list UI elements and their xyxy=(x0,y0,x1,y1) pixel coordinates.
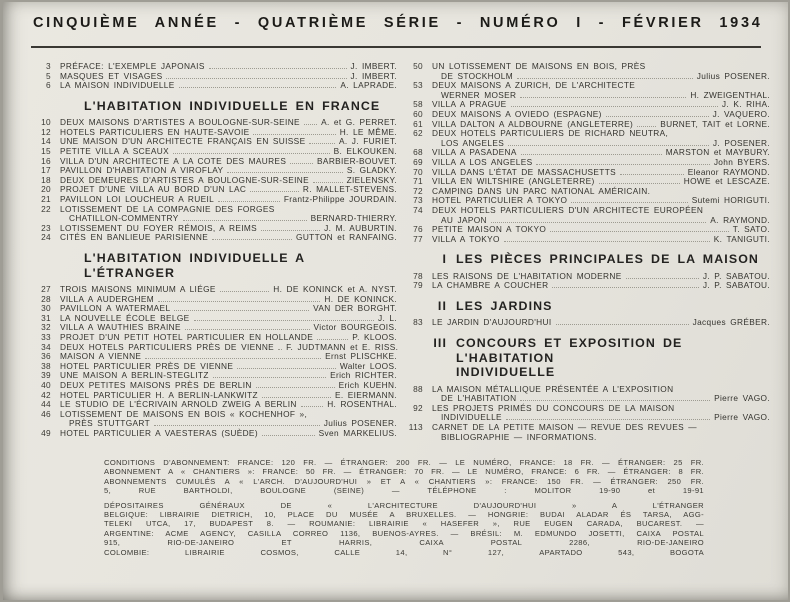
entry-author: BARBIER-BOUVET. xyxy=(317,155,397,166)
section-heading-text: LES JARDINS xyxy=(456,298,553,313)
dot-leader xyxy=(304,124,317,125)
page-number: 38 xyxy=(41,360,51,371)
page-number: 40 xyxy=(41,379,51,390)
entry-author: Sutemi HORIGUTI. xyxy=(691,195,770,206)
dot-leader xyxy=(571,202,688,203)
page-number: 36 xyxy=(41,351,51,362)
dot-leader xyxy=(556,324,689,325)
entry-title-line: DEUX HOTELS PARTICULIERS DE RICHARD NEUTRA, xyxy=(432,128,669,139)
page-number: 49 xyxy=(41,427,51,438)
entry-author: H. LE MÊME. xyxy=(339,126,397,137)
page-number: 71 xyxy=(413,176,423,187)
entry-title: VILLA DALTON A ALDBOURNE (ANGLETERRE) xyxy=(432,118,634,129)
dot-leader xyxy=(209,68,347,69)
entry-title: VILLA A WAUTHIES BRAINE xyxy=(60,322,181,333)
entry-author: P. KLOOS. xyxy=(352,331,397,342)
entry-body xyxy=(432,235,770,245)
dot-leader xyxy=(183,220,307,221)
entry-title: LOTISSEMENT DU FOYER RÉMOIS, A REIMS xyxy=(60,222,258,233)
page-number: 62 xyxy=(413,128,423,139)
page-number: 32 xyxy=(41,322,51,333)
page-number: 20 xyxy=(41,184,51,195)
entry-author: J. K. RIHA. xyxy=(721,99,770,110)
page-number: 34 xyxy=(41,341,51,352)
entry-title: HOTEL PARTICULIER A VAESTERAS (SUÈDE) xyxy=(60,427,258,438)
page-number: 79 xyxy=(413,280,423,291)
page-number: 70 xyxy=(413,166,423,177)
page-number: 31 xyxy=(41,312,51,323)
entry-author: F. JUDTMANN et E. RISS. xyxy=(286,341,399,352)
dot-leader xyxy=(508,145,709,146)
section-heading xyxy=(403,299,770,314)
dot-leader xyxy=(185,329,310,330)
dot-leader xyxy=(491,222,706,223)
entry-author: Walter LOOS. xyxy=(339,360,397,371)
section-numeral xyxy=(31,251,75,280)
entry-title: HOTEL PARTICULIER PRÈS DE VIENNE xyxy=(60,360,234,371)
toc-entry xyxy=(403,235,770,245)
section-heading xyxy=(403,252,770,267)
page-number: 14 xyxy=(41,136,51,147)
entry-title: DE L'HABITATION xyxy=(441,393,517,404)
page-number: 50 xyxy=(413,61,423,71)
dot-leader xyxy=(317,339,348,340)
toc-entry xyxy=(31,81,397,91)
toc-columns xyxy=(31,62,770,442)
entry-author: R. MALLET-STEVENS. xyxy=(302,184,397,195)
dot-leader xyxy=(256,387,335,388)
dot-leader xyxy=(250,191,299,192)
page-number: 18 xyxy=(41,174,51,185)
entry-title: VILLA EN WILTSHIRE (ANGLETERRE) xyxy=(432,176,595,187)
dot-leader xyxy=(290,163,313,164)
dot-leader xyxy=(158,301,320,302)
entry-title: PAVILLON D'HABITATION A VIROFLAY xyxy=(60,165,224,176)
entry-author: B. ELKOUKEN. xyxy=(333,146,397,157)
entry-title: VILLA D'UN ARCHITECTE A LA COTE DES MAURES xyxy=(60,155,287,166)
page-number: 58 xyxy=(413,99,423,110)
entry-author: Pierre VAGO. xyxy=(714,412,770,423)
toc-entry xyxy=(403,318,770,328)
page-number: 74 xyxy=(413,204,423,215)
entry-title: LA NOUVELLE ÉCOLE BELGE xyxy=(60,312,190,323)
page-number: 68 xyxy=(413,147,423,158)
dot-leader xyxy=(550,231,729,232)
entry-title: DEUX MAISONS D'ARTISTES A BOULOGNE-SUR-SEINE xyxy=(60,117,300,128)
section-numeral: I xyxy=(442,252,447,267)
page-number: 92 xyxy=(413,402,423,413)
section-heading-text: CONCOURS ET EXPOSITION DE L'HABITATION INDIVIDUELLE xyxy=(456,336,683,380)
entry-title: TROIS MAISONS MINIMUM A LIÉGE xyxy=(60,284,216,294)
toc-entry xyxy=(31,205,397,224)
entry-author: J. VAQUERO. xyxy=(712,108,770,119)
header-rule xyxy=(31,46,761,48)
entry-title: CAMPING DANS UN PARC NATIONAL AMÉRICAIN. xyxy=(432,185,651,196)
entry-title: PAVILLON LOI LOUCHEUR A RUEIL xyxy=(60,194,215,205)
entry-author: J. P. SABATOU. xyxy=(702,280,770,291)
entry-author: BURNET, TAIT et LORNE. xyxy=(660,118,770,129)
entry-body xyxy=(60,81,397,91)
entry-title: UNE MAISON A BERLIN-STEGLITZ xyxy=(60,370,209,381)
page-number: 42 xyxy=(41,389,51,400)
entry-title-line: LOTISSEMENT DE LA COMPAGNIE DES FORGES xyxy=(60,203,275,214)
dot-leader xyxy=(154,425,320,426)
toc-entry xyxy=(403,423,770,442)
entry-title-line: DEUX HOTELS PARTICULIERS D'UN ARCHITECTE EUROPÉEN xyxy=(432,204,704,215)
distributor-line: 915, RIO-DE-JANEIRO ET HARRIS, CAIXA POSTAL 2286, RIO-DE-JANEIRO xyxy=(104,538,704,548)
entry-author: Victor BOURGEOIS. xyxy=(313,322,397,333)
dot-leader xyxy=(606,116,709,117)
dot-leader xyxy=(261,230,320,231)
page-number: 33 xyxy=(41,331,51,342)
page-number: 53 xyxy=(413,80,423,91)
entry-title: DEUX PETITES MAISONS PRÈS DE BERLIN xyxy=(60,379,252,390)
entry-author: H. DE KONINCK et A. NYST. xyxy=(273,284,397,294)
entry-title: AU JAPON xyxy=(441,214,487,225)
distributor-line: BELGIQUE: LIBRAIRIE DIETRICH, 10, PLACE DU MUSÉE A BRUXELLES. — HONGRIE: BUDAI ALADAR ÉS TARSA, AGG- xyxy=(104,510,704,520)
dot-leader xyxy=(536,164,709,165)
entry-title: LE JARDIN D'AUJOURD'HUI xyxy=(432,317,552,328)
entry-author: S. GLADKY. xyxy=(346,165,397,176)
entry-author: A. J. FURIET. xyxy=(339,136,397,147)
entry-author: J. POSENER. xyxy=(712,137,770,148)
dot-leader xyxy=(520,97,686,98)
section-heading xyxy=(403,336,770,380)
dot-leader xyxy=(552,287,698,288)
entry-author: A. RAYMOND. xyxy=(710,214,770,225)
entry-title: UNE MAISON D'UN ARCHITECTE FRANÇAIS EN SUISSE xyxy=(60,136,306,147)
toc-entry xyxy=(31,429,397,439)
entry-title: LE STUDIO DE L'ÉCRIVAIN ARNOLD ZWEIG A BERLIN xyxy=(60,399,297,410)
entry-title: MAISON A VIENNE xyxy=(60,351,142,362)
dot-leader xyxy=(227,172,342,173)
distributor-line: DÉPOSITAIRES GÉNÉRAUX DE « L'ARCHITECTURE D'AUJOURD'HUI » A L'ÉTRANGER xyxy=(104,500,704,510)
subscription-line: 5, RUE BARTHOLDI, BOULOGNE (SEINE) — TÉLÉPHONE : MOLITOR 19-90 et 19-91 xyxy=(104,486,704,496)
entry-body xyxy=(60,410,397,429)
entry-author: Pierre VAGO. xyxy=(714,393,770,404)
dot-leader xyxy=(511,106,718,107)
entry-author: H. ZWEIGENTHAL. xyxy=(690,89,770,100)
foreign-distributors xyxy=(104,501,704,557)
entry-title: PETITE MAISON A TOKYO xyxy=(432,224,547,235)
page-number: 16 xyxy=(41,155,51,166)
entry-body xyxy=(60,233,397,243)
dot-leader xyxy=(637,126,656,127)
entry-author: J. M. AUBURTIN. xyxy=(324,222,397,233)
page-number: 78 xyxy=(413,270,423,281)
dot-leader xyxy=(218,201,280,202)
dot-leader xyxy=(626,278,699,279)
entry-title-line: LOTISSEMENT DE MAISONS EN BOIS « KOCHENHOF », xyxy=(60,408,308,419)
dot-leader xyxy=(262,397,331,398)
entry-title: CITÉS EN BANLIEUE PARISIENNE xyxy=(60,232,209,243)
entry-author: John BYERS. xyxy=(713,156,770,167)
page-number: 46 xyxy=(41,408,51,419)
page-number: 10 xyxy=(41,117,51,128)
footer xyxy=(104,458,704,562)
entry-title: VILLA A AUDERGHEM xyxy=(60,293,154,304)
entry-author: HOWE et LESCAZE. xyxy=(683,176,770,187)
entry-author: VAN DER BORGHT. xyxy=(313,303,397,314)
entry-author: Jacques GRÉBER. xyxy=(692,317,770,328)
section-numeral: III xyxy=(433,336,447,351)
page-number: 24 xyxy=(41,232,51,243)
entry-author: Julius POSENER. xyxy=(696,70,770,81)
page-number: 113 xyxy=(408,421,423,432)
page-number: 61 xyxy=(413,118,423,129)
entry-author: Sven MARKELIUS. xyxy=(318,427,397,438)
toc-entry xyxy=(403,281,770,291)
page-number: 6 xyxy=(46,80,51,91)
dot-leader xyxy=(599,183,680,184)
entry-title: DEUX DEMEURES D'ARTISTES A BOULOGNE-SUR-SEINE xyxy=(60,174,310,185)
entry-author: Erich RICHTER. xyxy=(330,370,397,381)
page-number: 60 xyxy=(413,108,423,119)
entry-author: BERNARD-THIERRY. xyxy=(310,213,397,224)
page-number: 30 xyxy=(41,303,51,314)
dot-leader xyxy=(194,320,374,321)
dot-leader xyxy=(520,400,710,401)
section-heading xyxy=(31,99,397,114)
entry-author: Erich KUEHN. xyxy=(338,379,397,390)
entry-author: J. P. SABATOU. xyxy=(702,270,770,281)
entry-title: INDIVIDUELLE xyxy=(441,412,502,423)
dot-leader xyxy=(620,174,684,175)
subscription-line: CONDITIONS D'ABONNEMENT: FRANCE: 120 FR. — ÉTRANGER: 200 FR. — LE NUMÉRO, FRANCE: 18 FR. — ÉTRANGER: 25 FR. xyxy=(104,458,704,467)
distributor-line: ARGENTINE: ACME AGENCY, CASILLA CORREO 1136, BUENOS-AYRES. — BRÉSIL: M. EDMUNDO JOSETTI, CAIXA POSTAL xyxy=(104,528,704,538)
toc-entry xyxy=(403,385,770,404)
entry-body xyxy=(432,281,770,291)
entry-author: K. TANIGUTI. xyxy=(713,233,770,244)
toc-entry xyxy=(31,410,397,429)
page-number: 15 xyxy=(41,146,51,157)
dot-leader xyxy=(253,134,335,135)
section-heading-text: L'HABITATION INDIVIDUELLE A L'ÉTRANGER xyxy=(84,251,305,280)
entry-title: HOTELS PARTICULIERS EN HAUTE-SAVOIE xyxy=(60,126,250,137)
entry-title: HOTEL PARTICULIER H. A BERLIN-LANKWITZ xyxy=(60,389,258,400)
dot-leader xyxy=(521,154,662,155)
distributor-line: TELEKI UTCA, 17, BUDAPEST 8. — ROUMANIE: LIBRAIRIE « HASEFER », RUE EUGEN CARADA, BUCAREST. — xyxy=(104,519,704,529)
entry-title-line: LES PROJETS PRIMÉS DU CONCOURS DE LA MAISON xyxy=(432,402,675,413)
issue-header xyxy=(33,15,764,31)
page-number: 88 xyxy=(413,383,423,394)
dot-leader xyxy=(301,406,323,407)
entry-body xyxy=(60,429,397,439)
dot-leader xyxy=(313,182,343,183)
entry-title: LA CHAMBRE A COUCHER xyxy=(432,280,549,291)
entry-last-line xyxy=(60,233,397,243)
dot-leader xyxy=(179,87,337,88)
page-number: 12 xyxy=(41,126,51,137)
entry-author: Frantz-Philippe JOURDAIN. xyxy=(283,194,397,205)
entry-title: DEUX HOTELS PARTICULIERS PRÈS DE VIENNE xyxy=(60,341,275,352)
entry-body xyxy=(432,385,770,404)
entry-title-line: LA MAISON MÉTALLIQUE PRÉSENTÉE A L'EXPOSITION xyxy=(432,383,674,394)
entry-body xyxy=(432,318,770,328)
entry-author: MARSTON et MAYBURY. xyxy=(665,147,770,158)
entry-author: E. EIERMANN. xyxy=(334,389,397,400)
toc-entry xyxy=(403,81,770,100)
distributor-line: COLOMBIE: LIBRAIRIE COSMOS, CALLE 14, N° 127, APARTADO 543, BOGOTA xyxy=(104,547,704,557)
toc-column-right xyxy=(403,62,770,442)
section-numeral xyxy=(31,99,75,114)
dot-leader xyxy=(504,241,710,242)
entry-title: WERNER MOSER xyxy=(441,89,517,100)
entry-title: VILLA A PASADENA xyxy=(432,147,517,158)
subscription-conditions xyxy=(104,458,704,496)
entry-title: LES RAISONS DE L'HABITATION MODERNE xyxy=(432,270,622,281)
toc-entry xyxy=(403,206,770,225)
entry-author: ZIELENSKY. xyxy=(346,174,397,185)
page-number: 3 xyxy=(46,61,51,71)
issue-title: CINQUIÈME ANNÉE - QUATRIÈME SÉRIE - NUMÉRO I - FÉVRIER 1934 xyxy=(33,15,763,31)
page-number: 73 xyxy=(413,195,423,206)
dot-leader xyxy=(278,349,282,350)
dot-leader xyxy=(309,143,335,144)
entry-body xyxy=(432,81,770,100)
entry-title: CHATILLON-COMMENTRY xyxy=(69,213,179,224)
dot-leader xyxy=(517,78,693,79)
entry-title: PROJET D'UN PETIT HOTEL PARTICULIER EN HOLLANDE xyxy=(60,331,314,342)
entry-author: A. LAPRADE. xyxy=(340,80,397,91)
dot-leader xyxy=(212,239,292,240)
entry-title: MASQUES ET VISAGES xyxy=(60,70,163,81)
entry-author: H. ROSENTHAL. xyxy=(327,399,397,410)
entry-body xyxy=(432,206,770,225)
page-number: 27 xyxy=(41,284,51,294)
entry-last-line xyxy=(60,81,397,91)
entry-title: PRÉFACE: L'EXEMPLE JAPONAIS xyxy=(60,61,205,71)
entry-title: LA MAISON INDIVIDUELLE xyxy=(60,80,175,91)
entry-author: J. IMBERT. xyxy=(350,70,397,81)
entry-last-line xyxy=(432,235,770,245)
page-number: 23 xyxy=(41,222,51,233)
entry-body xyxy=(432,62,770,81)
subscription-line: ABONNEMENT A « CHANTIERS »: FRANCE: 50 FR. — ÉTRANGER: 70 FR. — LE NUMÉRO, FRANCE: 6 FR. — ÉTRANGER: 8 FR. xyxy=(104,467,704,477)
entry-title: PAVILLON A WATERMAEL xyxy=(60,303,171,314)
entry-title: LOS ANGELES xyxy=(441,137,505,148)
entry-title: VILLA A TOKYO xyxy=(432,233,500,244)
entry-title: VILLA A PRAGUE xyxy=(432,99,507,110)
entry-body xyxy=(432,129,770,148)
entry-title: VILLA A LOS ANGELES xyxy=(432,156,533,167)
entry-author: Eleanor RAYMOND. xyxy=(687,166,770,177)
page-number: 39 xyxy=(41,370,51,381)
section-heading xyxy=(31,251,397,280)
entry-last-line xyxy=(60,429,397,439)
page-number: 83 xyxy=(413,317,423,328)
page-number: 17 xyxy=(41,165,51,176)
page-number: 77 xyxy=(413,233,423,244)
entry-title: VILLA DANS L'ÉTAT DE MASSACHUSETTS xyxy=(432,166,617,177)
entry-author: Julius POSENER. xyxy=(323,418,397,429)
entry-last-line xyxy=(432,433,770,443)
dot-leader xyxy=(506,419,710,420)
entry-author: A. et G. PERRET. xyxy=(321,117,397,128)
entry-title-line: DEUX MAISONS A ZURICH, DE L'ARCHITECTE xyxy=(432,80,636,91)
toc-entry xyxy=(403,404,770,423)
toc-entry xyxy=(403,129,770,148)
entry-title: PRÈS STUTTGART xyxy=(69,418,151,429)
dot-leader xyxy=(237,368,336,369)
dot-leader xyxy=(173,153,330,154)
subscription-line: ABONNEMENTS CUMULÉS A « L'ARCH. D'AUJOURD'HUI » ET A « CHANTIERS »: FRANCE: 150 FR. — ÉTRANGER: 250 FR. xyxy=(104,476,704,486)
entry-author: Ernst PLISCHKE. xyxy=(325,351,397,362)
entry-title: DE STOCKHOLM xyxy=(441,70,514,81)
dot-leader xyxy=(262,435,315,436)
entry-last-line xyxy=(432,318,770,328)
dot-leader xyxy=(145,358,321,359)
page-number: 21 xyxy=(41,194,51,205)
entry-title-line: CARNET DE LA PETITE MAISON — REVUE DES REVUES — xyxy=(432,421,697,432)
page-number: 22 xyxy=(41,203,51,214)
page-number: 5 xyxy=(46,70,51,81)
dot-leader xyxy=(166,78,346,79)
entry-body xyxy=(60,205,397,224)
entry-author: H. DE KONINCK. xyxy=(324,293,397,304)
entry-title: PROJET D'UNE VILLA AU BORD D'UN LAC xyxy=(60,184,247,195)
entry-body xyxy=(432,423,770,442)
entry-author: T. SATO. xyxy=(732,224,770,235)
page-number: 69 xyxy=(413,156,423,167)
section-heading-text: L'HABITATION INDIVIDUELLE EN FRANCE xyxy=(84,98,381,113)
entry-title: DEUX MAISONS A OVIEDO (ESPAGNE) xyxy=(432,108,602,119)
section-numeral: II xyxy=(437,298,447,313)
dot-leader xyxy=(220,291,270,292)
entry-body xyxy=(432,404,770,423)
page-number: 72 xyxy=(413,185,423,196)
entry-title-line: UN LOTISSEMENT DE MAISONS EN BOIS, PRÈS xyxy=(432,61,646,71)
entry-author: GUTTON et RANFAING. xyxy=(296,232,397,243)
dot-leader xyxy=(213,377,326,378)
entry-title: HOTEL PARTICULIER A TOKYO xyxy=(432,195,568,206)
dot-leader xyxy=(174,310,309,311)
section-heading-text: LES PIÈCES PRINCIPALES DE LA MAISON xyxy=(456,252,759,267)
page-number: 28 xyxy=(41,293,51,304)
magazine-toc-page xyxy=(3,2,788,600)
entry-author: J. L. xyxy=(377,312,397,323)
toc-column-left xyxy=(31,62,397,442)
entry-title: PETITE VILLA A SCEAUX xyxy=(60,146,169,157)
entry-author: J. IMBERT. xyxy=(350,61,397,71)
page-number: 44 xyxy=(41,399,51,410)
toc-entry xyxy=(403,62,770,81)
page-number: 76 xyxy=(413,224,423,235)
entry-last-line xyxy=(432,281,770,291)
toc-entry xyxy=(31,233,397,243)
entry-title: BIBLIOGRAPHIE — INFORMATIONS. xyxy=(441,431,597,442)
